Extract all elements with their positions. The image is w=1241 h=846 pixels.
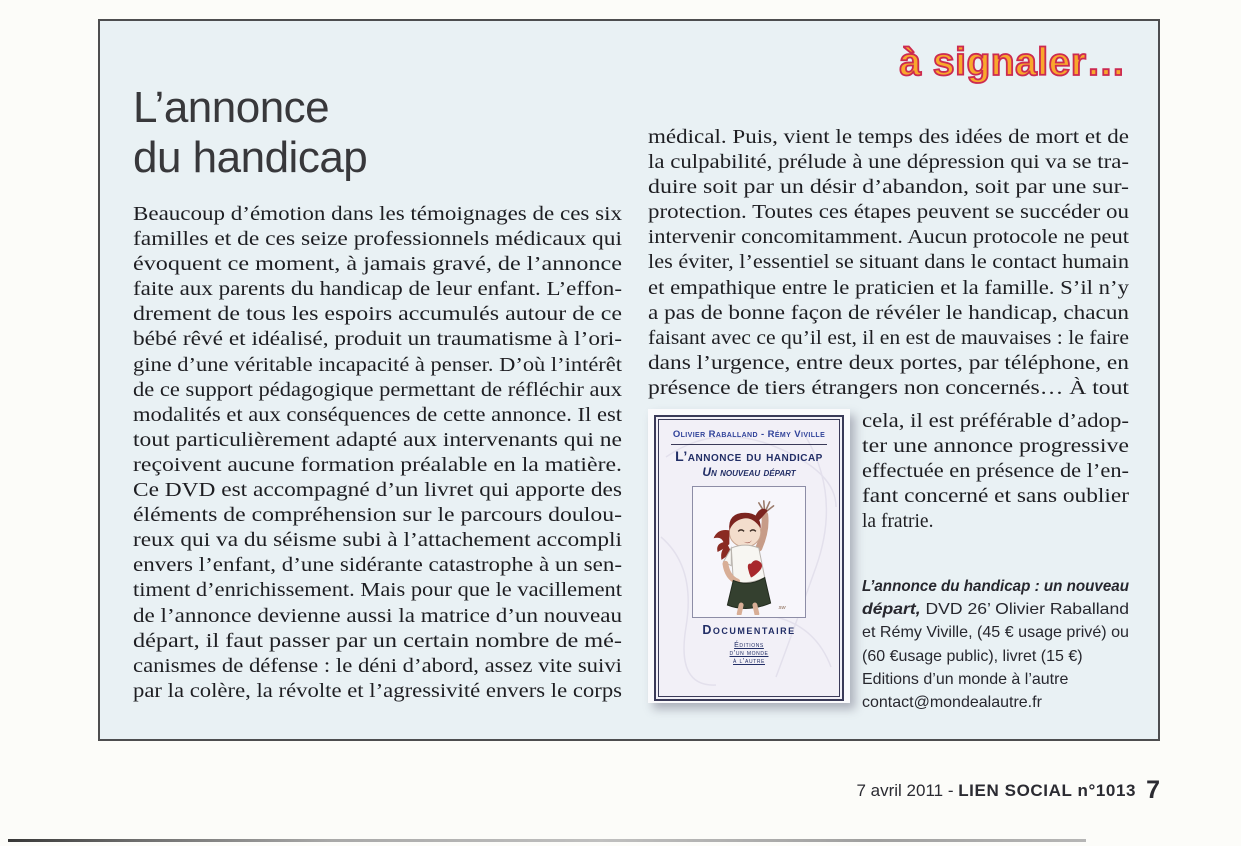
text-line: évoquent ce moment, à jamais gravé, de l’annonce	[133, 254, 622, 276]
scan-artifact-line	[8, 839, 1086, 842]
wrap-lines	[862, 409, 1129, 509]
text-line: reux qui va du séisme subi à l’attachement accompli	[133, 530, 622, 552]
dvd-cover-content	[656, 429, 842, 666]
text-line: fant concerné et sans oublier	[862, 486, 1129, 508]
text-line: drement de tous les espoirs accumulés autour de ce	[133, 304, 622, 326]
text-line: effectuée en présence de l’en-	[862, 461, 1129, 483]
page-footer	[856, 776, 1160, 805]
caption-publisher: Editions d’un monde à l’autre	[862, 671, 1069, 689]
cover-title: L’annonce du handicap	[675, 448, 823, 465]
caption-contact-email: contact@mondealautre.fr	[862, 694, 1042, 712]
dvd-cover-card	[648, 409, 850, 703]
article-title-line1: L’annonce	[133, 83, 330, 132]
text-line: cela, il est préférable d’adop-	[862, 411, 1129, 433]
article-column-left	[133, 202, 622, 704]
section-label: à signaler…	[899, 41, 1126, 84]
page-number: 7	[1146, 776, 1160, 804]
text-line: dans l’urgence, entre deux portes, par téléphone, en	[648, 352, 1129, 374]
article-frame	[98, 19, 1160, 741]
article-column-right	[648, 125, 1129, 715]
dvd-cover	[654, 415, 844, 701]
wrap-text-column	[862, 409, 1129, 715]
article-title	[133, 83, 367, 183]
footer-journal: LIEN SOCIAL n°1013	[958, 781, 1137, 800]
text-line: canismes de défense : le déni d’abord, assez vite suivi	[133, 655, 622, 677]
text-line: médical. Puis, vient le temps des idées de mort et de	[648, 127, 1129, 148]
text-line: duire soit par un désir d’abandon, soit par une sur-	[648, 177, 1129, 199]
text-line: faite aux parents du handicap de leur enfant. L’effon-	[133, 279, 622, 301]
dvd-caption	[862, 575, 1129, 715]
publisher-logo-line: à l’autre	[733, 658, 765, 666]
footer-date: 7 avril 2011 -	[856, 781, 959, 800]
right-column-full-text	[648, 125, 1129, 401]
text-line: Ce DVD est accompagné d’un livret qui apporte des	[133, 480, 622, 502]
publisher-logo	[656, 642, 842, 666]
cover-category: Documentaire	[702, 623, 796, 638]
text-line: Beaucoup d’émotion dans les témoignages de ces six	[133, 204, 622, 225]
text-line: timent d’enrichissement. Mais pour que le vacillement	[133, 580, 622, 602]
text-line: la fratrie.	[862, 511, 934, 533]
text-line: éléments de compréhension sur le parcours doulou-	[133, 505, 622, 527]
text-line: de ce support pédagogique permettant de réfléchir aux	[133, 379, 622, 401]
text-line: ter une annonce progressive	[862, 436, 1129, 458]
text-line: faisant avec ce qu’il est, il en est de mauvaises : le faire	[648, 327, 1129, 349]
text-line: et empathique entre le praticien et la famille. S’il n’y	[648, 277, 1129, 299]
child-illustration	[694, 487, 804, 615]
cover-subtitle: Un nouveau départ	[702, 465, 796, 480]
text-line: modalités et aux conséquences de cette annonce. Il est	[133, 404, 622, 426]
article-title-line2: du handicap	[133, 133, 368, 182]
text-line: a pas de bonne façon de révéler le handicap, chacun	[648, 302, 1129, 324]
text-line: les éviter, l’essentiel se situant dans le contact humain	[648, 252, 1129, 274]
text-line: envers l’enfant, d’une sidérante catastrophe à un sen-	[133, 555, 622, 577]
text-line: intervenir concomitamment. Aucun protocole ne peut	[648, 227, 1129, 249]
svg-text:sw: sw	[778, 604, 786, 611]
publisher-logo-line: d’un monde	[729, 650, 769, 658]
text-line: de l’annonce devienne aussi la matrice d’un nouveau	[133, 605, 622, 627]
caption-line: L’annonce du handicap : un nouveau	[862, 577, 1129, 595]
text-line: gine d’une véritable incapacité à penser. D’où l’intérêt	[133, 354, 622, 376]
illustration-box	[692, 486, 806, 618]
text-line: bébé rêvé et idéalisé, produit un traumatisme à l’ori-	[133, 329, 622, 351]
text-line: par la colère, la révolte et l’agressivité envers le corps	[133, 680, 622, 702]
cover-rule	[671, 444, 827, 445]
text-line: familles et de ces seize professionnels médicaux qui	[133, 229, 622, 251]
cover-authors: Olivier Raballand - Rémy Viville	[672, 429, 826, 441]
text-line: la culpabilité, prélude à une dépression qui va se tra-	[648, 152, 1129, 174]
caption-line: et Rémy Viville, (45 € usage privé) ou	[862, 624, 1129, 642]
text-line: reçoivent aucune formation préalable en la matière.	[133, 454, 622, 476]
text-line: tout particulièrement adapté aux intervenants qui ne	[133, 429, 622, 451]
media-row	[648, 409, 1129, 715]
text-line: présence de tiers étrangers non concernés… À tout	[648, 377, 1129, 399]
caption-line: (60 €usage public), livret (15 €)	[862, 647, 1083, 665]
publisher-logo-line: Éditions	[734, 642, 764, 650]
text-line: départ, il faut passer par un certain nombre de mé-	[133, 630, 622, 652]
text-line: protection. Toutes ces étapes peuvent se succéder ou	[648, 202, 1129, 224]
caption-line: départ, DVD 26’ Olivier Raballand	[862, 600, 1129, 618]
